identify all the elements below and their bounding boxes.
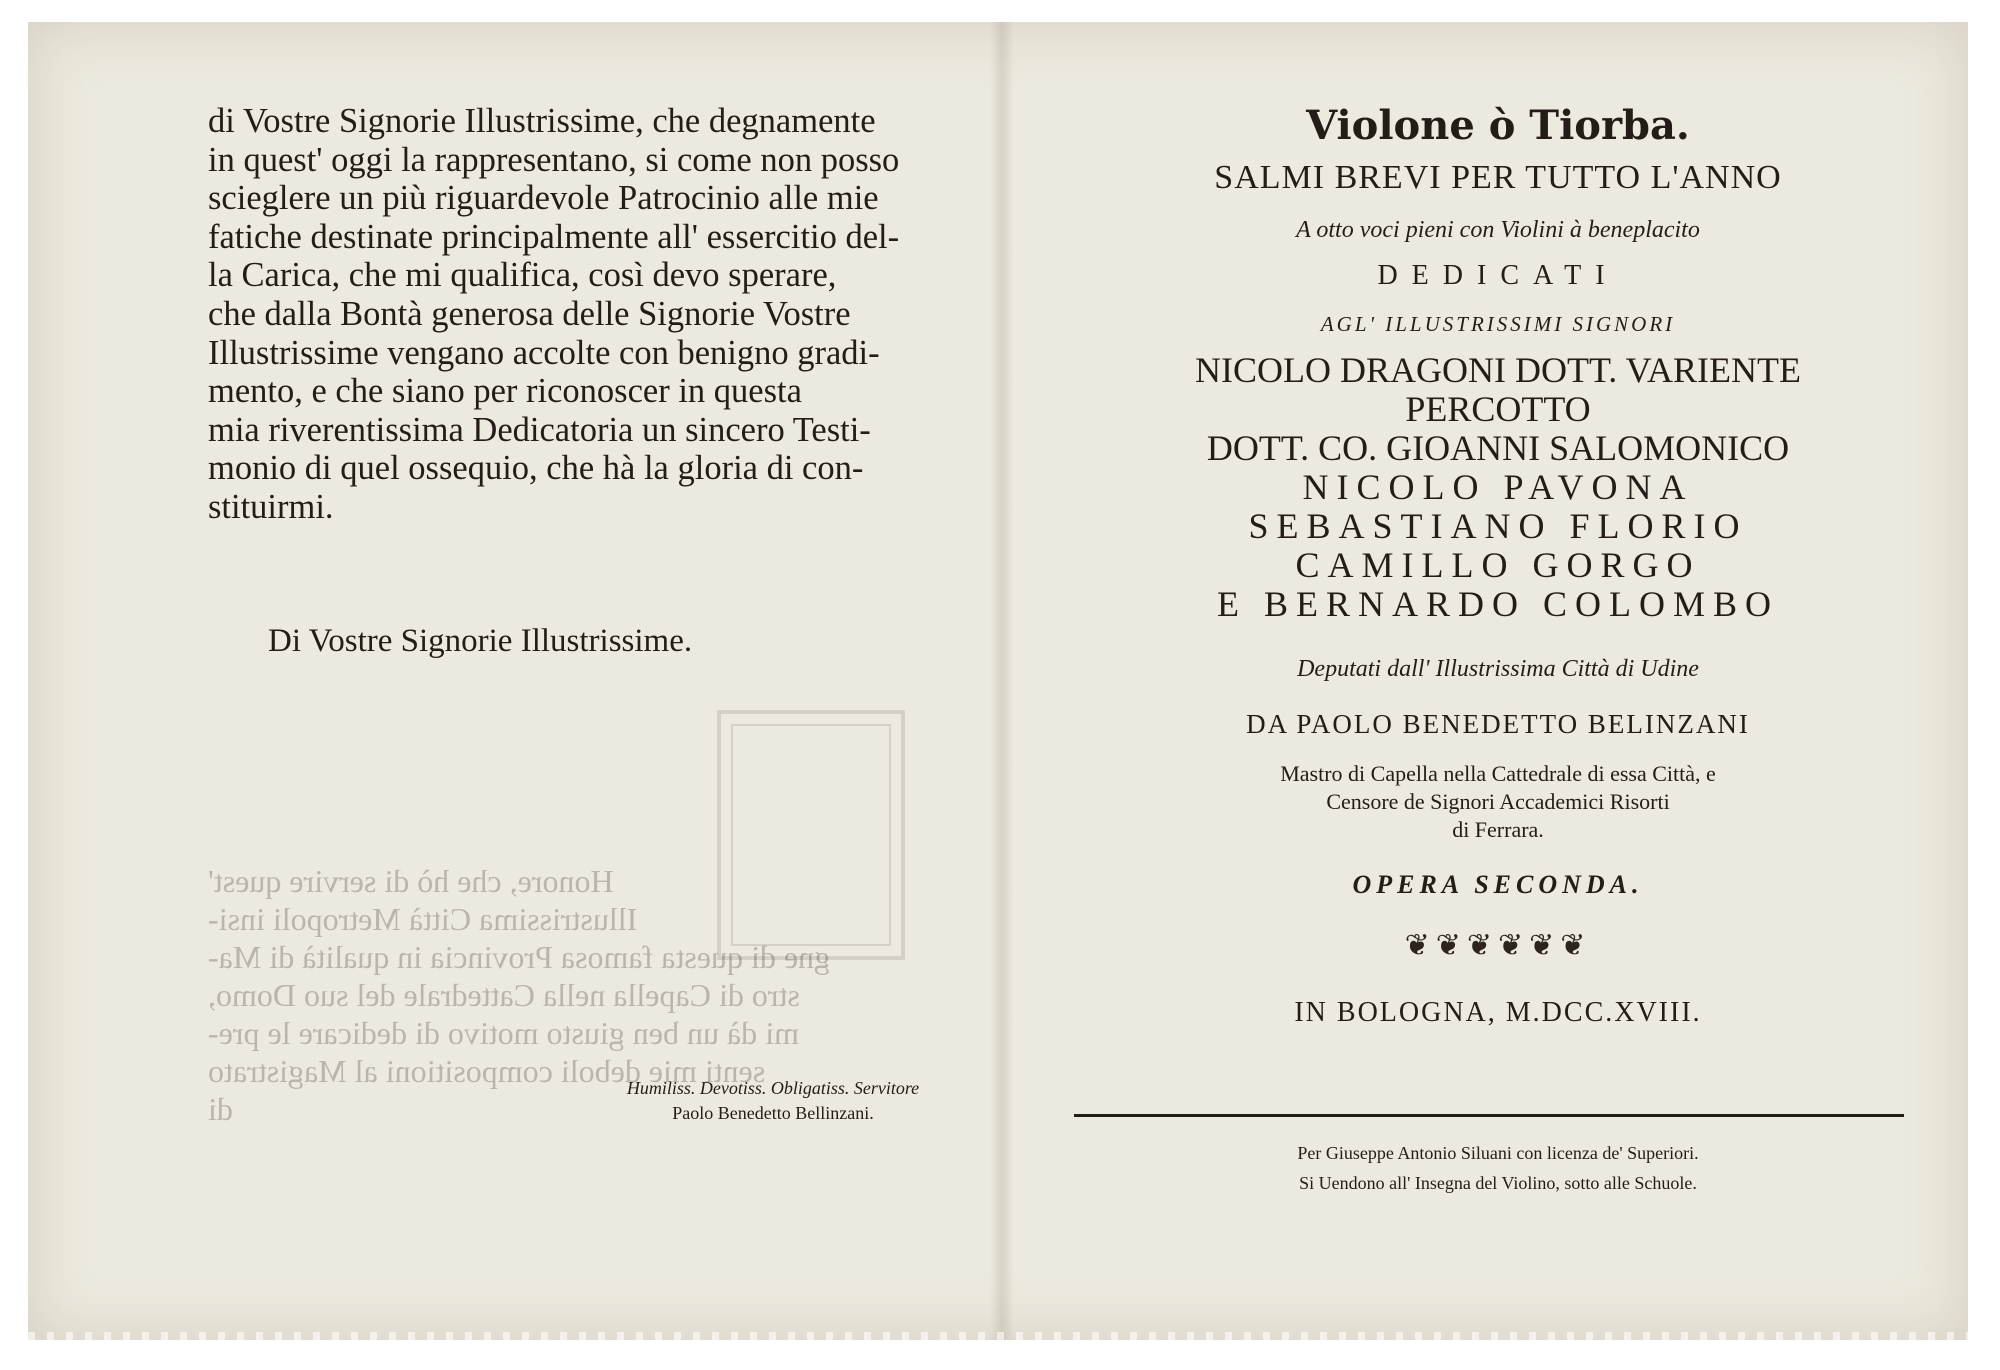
position-line: Mastro di Capella nella Cattedrale di essa Città, e [1280, 761, 1716, 786]
dedication-line: la Carica, che mi qualifica, così devo sperare, [208, 256, 837, 295]
dedication-text [208, 102, 968, 527]
signature-name: Paolo Benedetto Bellinzani. [672, 1103, 874, 1123]
signature-title: Humiliss. Devotiss. Obligatiss. Servitore [626, 1078, 920, 1098]
dedicatee-name: PERCOTTO [1405, 389, 1591, 429]
dedicatee-name: SEBASTIANO FLORIO [1248, 506, 1748, 546]
signature-block [598, 1078, 948, 1124]
dedication-line: che dalla Bontà generosa delle Signorie Vostre [208, 294, 851, 333]
imprint-line: Si Uendono all' Insegna del Violino, sotto alle Schuole. [1299, 1173, 1697, 1193]
dedication-line: mia riverentissima Dedicatoria un sincero Testi- [208, 410, 871, 449]
dedicati-heading: DEDICATI [1377, 260, 1619, 291]
deckle-edge [28, 1332, 1968, 1342]
bleed-line: Honore, che hò di servire quest' [208, 863, 614, 899]
dedication-line: in quest' oggi la rappresentano, si come non posso [208, 140, 900, 179]
work-title: SALMI BREVI PER TUTTO L'ANNO [1214, 159, 1782, 196]
bleed-line: Illustrissima Città Metropoli insi- [208, 901, 638, 937]
dedication-line: fatiche destinate principalmente all' essercitio del- [208, 217, 900, 256]
center-fold [990, 22, 1014, 1340]
author-line: DA PAOLO BENEDETTO BELINZANI [1246, 709, 1750, 739]
dedicatees-intro: AGL' ILLUSTRISSIMI SIGNORI [1320, 312, 1676, 336]
dedicatee-name: NICOLO PAVONA [1302, 467, 1694, 507]
deputati-line: Deputati dall' Illustrissima Città di Udine [1297, 656, 1699, 682]
page-title: Violone ò Tiorba. [1306, 102, 1690, 149]
dedicatee-list [1028, 351, 1968, 624]
dedicatee-name: DOTT. CO. GIOANNI SALOMONICO [1206, 428, 1790, 468]
dedicatee-name: CAMILLO GORGO [1295, 545, 1701, 585]
dedication-line: scieglere un più riguardevole Patrocinio alle mie [208, 179, 879, 218]
bleed-line: mi dà un ben giusto motivo di dedicare le pre- [208, 1015, 799, 1051]
dedicatee-name: E BERNARDO COLOMBO [1216, 584, 1780, 624]
bleed-line: senti mie deboli compositioni al Magistrato [208, 1053, 766, 1089]
dedication-line: stituirmi. [208, 487, 334, 526]
imprint-line: Per Giuseppe Antonio Siluani con licenza de' Superiori. [1297, 1143, 1699, 1163]
place-and-date: IN BOLOGNA, M.DCC.XVIII. [1294, 997, 1702, 1028]
bleed-line: gne di questa famosa Provincia in qualità di Ma- [208, 939, 831, 975]
imprint-block [1028, 1138, 1968, 1198]
scoring-line: A otto voci pieni con Violini à beneplacito [1296, 217, 1700, 243]
title-page [1028, 102, 1968, 1029]
dedication-line: di Vostre Signorie Illustrissime, che degnamente [208, 102, 876, 140]
bleed-line: di [208, 1091, 233, 1127]
dedication-line: monio di quel ossequio, che hà la gloria di con- [208, 449, 864, 488]
dedication-line: Illustrissime vengano accolte con benigno gradi- [208, 333, 880, 372]
dedicatee-name: NICOLO DRAGONI DOTT. VARIENTE [1195, 350, 1801, 390]
closing-salutation: Di Vostre Signorie Illustrissime. [268, 623, 693, 659]
imprint-rule [1074, 1114, 1904, 1117]
printer-ornament-icon: ❦❦❦❦❦❦ [1404, 928, 1592, 963]
dedication-line: mento, e che siano per riconoscer in questa [208, 372, 802, 411]
author-position [1028, 760, 1968, 844]
position-line: Censore de Signori Accademici Risorti [1326, 789, 1670, 814]
bleed-line: stro di Capella nella Cattedrale del suo Domo, [208, 977, 800, 1013]
position-line: di Ferrara. [1452, 817, 1544, 842]
paper-sheet [28, 22, 1968, 1340]
opus-number: OPERA SECONDA. [1352, 870, 1644, 899]
